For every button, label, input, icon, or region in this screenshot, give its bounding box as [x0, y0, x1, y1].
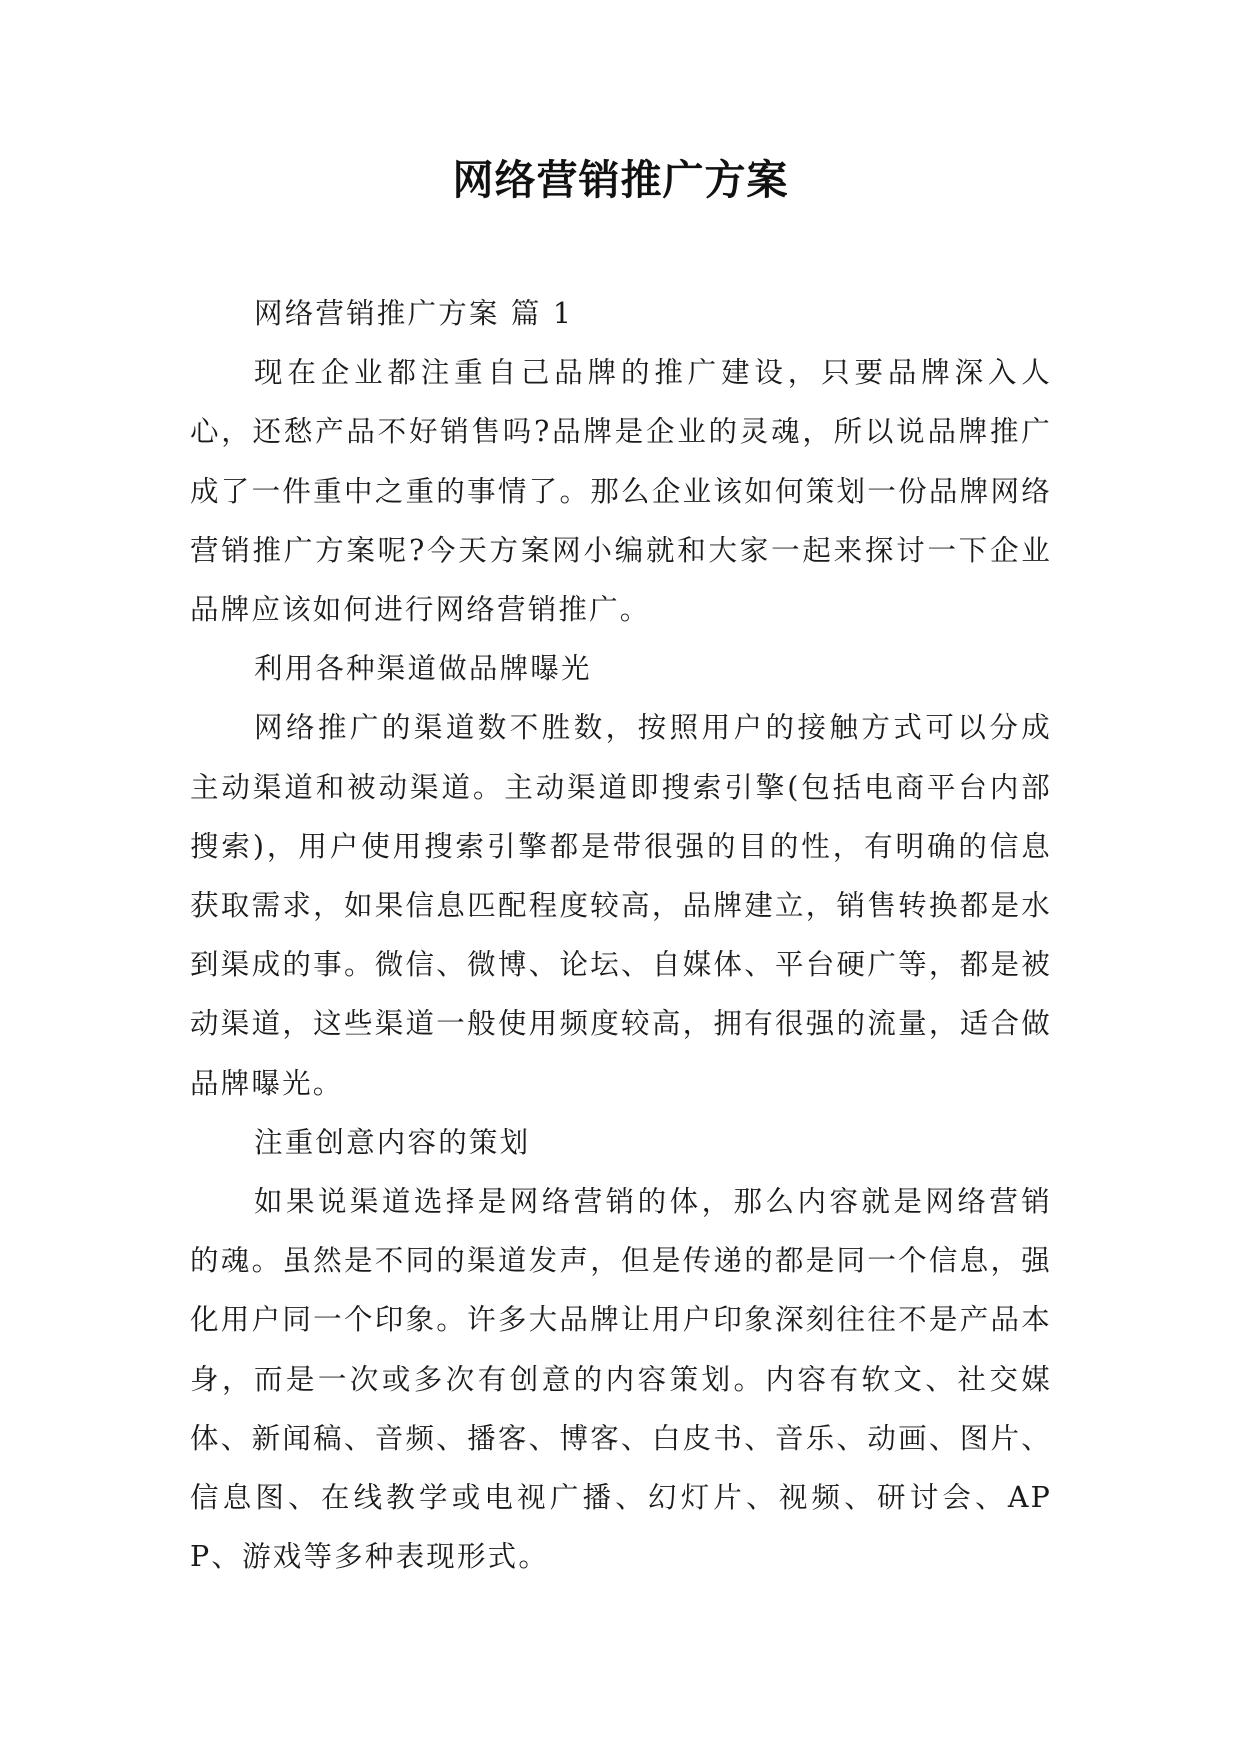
section-heading-2: 利用各种渠道做品牌曝光 — [254, 652, 592, 686]
document-body — [190, 284, 1052, 1586]
document-title: 网络营销推广方案 — [452, 156, 789, 204]
section-heading-1: 网络营销推广方案 篇 1 — [254, 297, 574, 330]
section-heading-3: 注重创意内容的策划 — [254, 1125, 531, 1159]
paragraph-1: 现在企业都注重自己品牌的推广建设，只要品牌深入人心，还愁产品不好销售吗?品牌是企业的灵魂，所以说品牌推广成了一件重中之重的事情了。那么企业该如何策划一份品牌网络营销推广方案呢?今天方案网小编就和大家一起来探讨一下企业品牌应该如何进行网络营销推广。 — [190, 356, 1052, 627]
paragraph-2: 网络推广的渠道数不胜数，按照用户的接触方式可以分成主动渠道和被动渠道。主动渠道即搜索引擎(包括电商平台内部搜索)，用户使用搜索引擎都是带很强的目的性，有明确的信息获取需求，如果信息匹配程度较高，品牌建立，销售转换都是水到渠成的事。微信、微博、论坛、自媒体、平台硬广等，都是被动渠道，这些渠道一般使用频度较高，拥有很强的流量，适合做品牌曝光。 — [190, 711, 1052, 1100]
paragraph-3: 如果说渠道选择是网络营销的体，那么内容就是网络营销的魂。虽然是不同的渠道发声，但是传递的都是同一个信息，强化用户同一个印象。许多大品牌让用户印象深刻往往不是产品本身，而是一次或多次有创意的内容策划。内容有软文、社交媒体、新闻稿、音频、播客、博客、白皮书、音乐、动画、图片、信息图、在线教学或电视广播、幻灯片、视频、研讨会、APP、游戏等多种表现形式。 — [190, 1185, 1052, 1574]
